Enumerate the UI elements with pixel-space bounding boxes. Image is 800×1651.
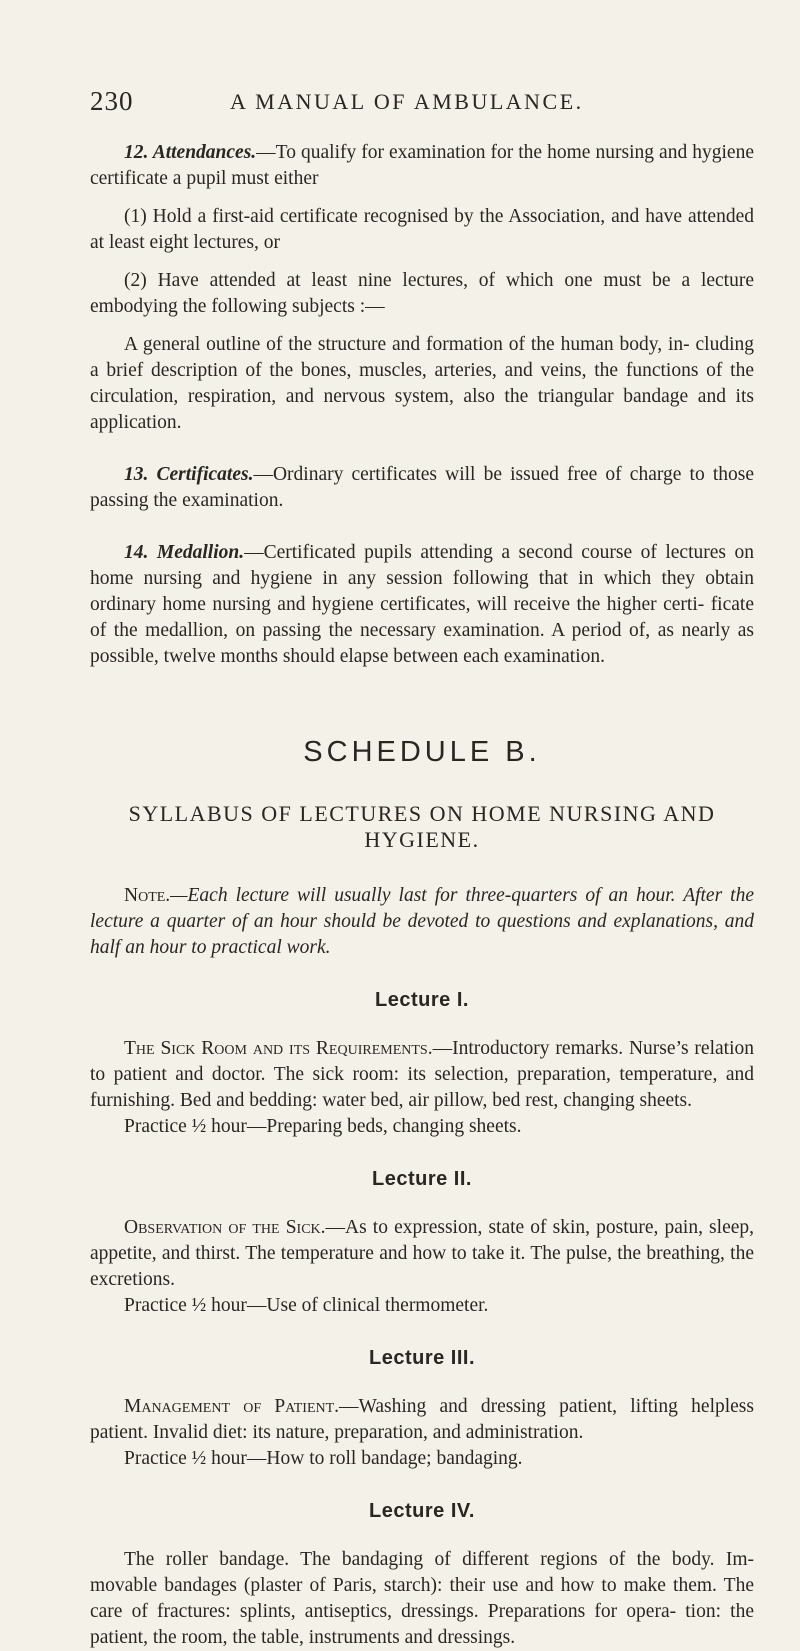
page-number: 230	[90, 86, 134, 116]
lecture-1-text	[90, 1036, 754, 1114]
lecture-2-text	[90, 1215, 754, 1293]
paragraph-14-text: —Certificated pupils attending a second course of lectures on home nursing and hygiene in any session following that in which they obtain ordinary home nursing and hygiene certificates, will receive the higher certi- ficate of the medallion, on passing the necessary examination. A period of, as nearly as possible, twelve months should elapse between each examination.	[90, 542, 754, 667]
lecture-2-heading: Lecture II.	[372, 1168, 472, 1190]
lecture-4-heading: Lecture IV.	[369, 1500, 475, 1522]
lecture-4-text: The roller bandage. The bandaging of different regions of the body. Im- movable bandages (plaster of Paris, starch): their use and how to make them. The care of fractures: splints, antiseptics, dressings. Preparations for opera- tion: the patient, the room, the table, instruments and dressings.	[90, 1549, 754, 1648]
paragraph-14	[90, 540, 754, 670]
lecture-3-lead: Management of Patient.	[124, 1396, 340, 1417]
paragraph-14-heading: 14. Medallion.	[124, 542, 245, 563]
paragraph-12-heading: 12. Attendances.	[124, 142, 257, 163]
lecture-1-practice: Practice ½ hour—Preparing beds, changing sheets.	[124, 1116, 522, 1137]
paragraph-12	[90, 140, 754, 192]
lecture-1-lead: The Sick Room and its Requirements.	[124, 1038, 433, 1059]
syllabus-note	[90, 883, 754, 961]
page-content	[90, 140, 754, 1651]
lecture-3-practice: Practice ½ hour—How to roll bandage; bandaging.	[124, 1448, 523, 1469]
paragraph-12-item-1: (1) Hold a first-aid certificate recognised by the Association, and have attended at least eight lectures, or	[90, 206, 754, 253]
running-title: A MANUAL OF AMBULANCE.	[230, 89, 584, 114]
note-text: —Each lecture will usually last for three-quarters of an hour. After the lecture a quarter of an hour should be devoted to questions and explanations, and half an hour to practical work.	[90, 885, 754, 958]
running-head	[90, 86, 754, 116]
lecture-3-body: —Washing and dressing patient, lifting helpless patient. Invalid diet: its nature, preparation, and administration.	[90, 1396, 754, 1443]
paragraph-13	[90, 462, 754, 514]
lecture-1-heading: Lecture I.	[375, 989, 469, 1011]
schedule-title: SCHEDULE B.	[303, 736, 541, 768]
paragraph-13-text: —Ordinary certificates will be issued free of charge to those passing the examination.	[90, 464, 754, 511]
paragraph-13-heading: 13. Certificates.	[124, 464, 254, 485]
paragraph-12-text: —To qualify for examination for the home nursing and hygiene certificate a pupil must either	[90, 142, 754, 189]
lecture-2-practice: Practice ½ hour—Use of clinical thermometer.	[124, 1295, 489, 1316]
paragraph-12-outline: A general outline of the structure and formation of the human body, in- cluding a brief description of the bones, muscles, arteries, and veins, the functions of the circulation, respiration, and nervous system, also the triangular bandage and its application.	[90, 334, 754, 433]
note-label: Note.	[124, 885, 171, 906]
lecture-2-lead: Observation of the Sick.	[124, 1217, 326, 1238]
lecture-2-body: —As to expression, state of skin, posture, pain, sleep, appetite, and thirst. The temperature and how to take it. The pulse, the breathing, the excretions.	[90, 1217, 755, 1290]
lecture-3-heading: Lecture III.	[368, 1347, 476, 1369]
lecture-3-text	[90, 1394, 754, 1446]
paragraph-12-item-2: (2) Have attended at least nine lectures, of which one must be a lecture embodying the following subjects :—	[90, 270, 754, 317]
lecture-1-body: —Introductory remarks. Nurse’s relation to patient and doctor. The sick room: its selection, preparation, temperature, and furnishing. Bed and bedding: water bed, air pillow, bed rest, changing sheets.	[90, 1038, 754, 1111]
syllabus-title: SYLLABUS OF LECTURES ON HOME NURSING AND HYGIENE.	[128, 801, 716, 852]
